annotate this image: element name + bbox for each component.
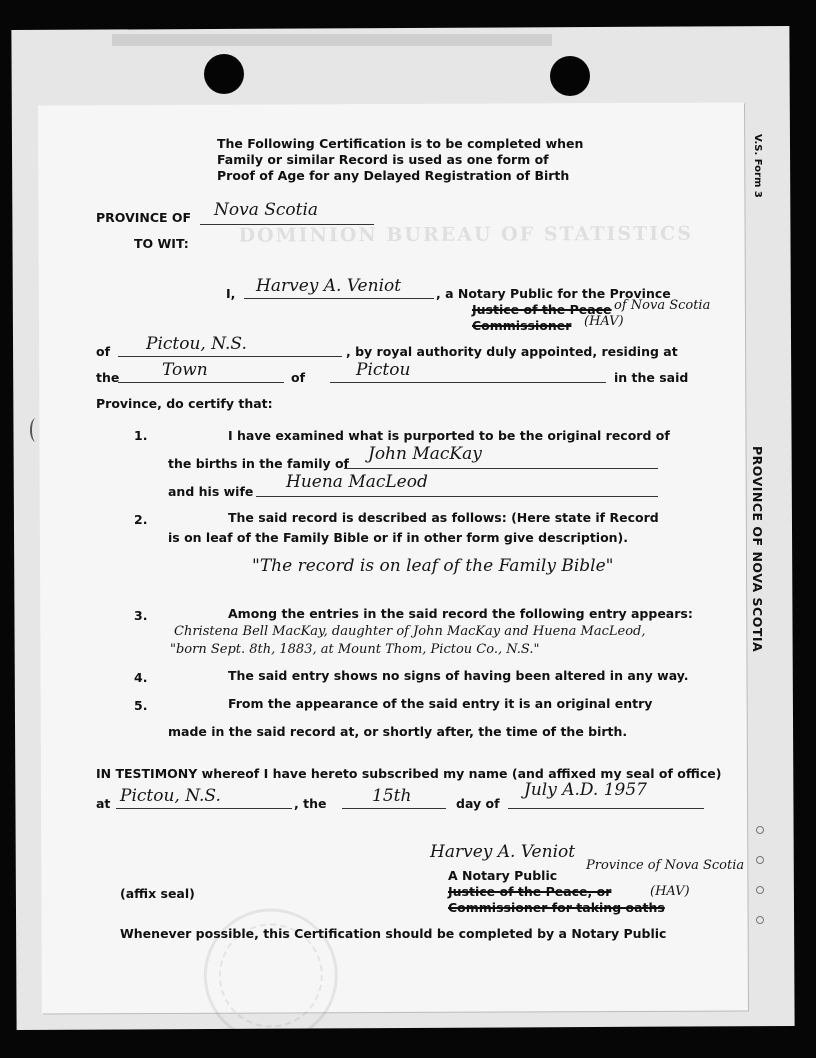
background-bureau-print: DOMINION BUREAU OF STATISTICS (238, 222, 693, 247)
item-1-text: I have examined what is purported to be the original record of (228, 428, 670, 443)
item-2-text-2: is on leaf of the Family Bible or if in other form give description). (168, 530, 629, 545)
wife-field-line (256, 496, 658, 497)
entry-line-2: "born Sept. 8th, 1883, at Mount Thom, Pictou Co., N.S." (170, 642, 540, 657)
of-label: of (96, 344, 111, 359)
of-label-2: of (291, 370, 306, 385)
justice-struck: Justice of the Peace, or (448, 884, 612, 899)
punch-hole (204, 54, 244, 94)
officer-initials: (HAV) (584, 314, 624, 329)
item-5-text-2: made in the said record at, or shortly after, the time of the birth. (168, 724, 628, 739)
day-of-label: day of (456, 796, 500, 811)
place-value: Pictou (356, 360, 411, 380)
margin-marks (756, 826, 770, 956)
item-4-number: 4. (134, 670, 148, 685)
day-field-line (342, 808, 446, 809)
header-line-3: Proof of Age for any Delayed Registration of Birth (217, 168, 570, 183)
header-line-2: Family or similar Record is used as one form of (217, 152, 549, 167)
commissioner-struck: Commissioner for taking oaths (448, 900, 665, 915)
at-label: at (96, 796, 111, 811)
the-date-label: , the (294, 796, 327, 811)
family-field-line (344, 468, 658, 469)
town-value: Town (162, 360, 208, 380)
in-said-text: in the said (614, 370, 689, 385)
item-5-number: 5. (134, 698, 148, 713)
entry-line-1: Christena Bell MacKay, daughter of John MacKay and Huena MacLeod, (174, 624, 646, 639)
of-value: Pictou, N.S. (146, 334, 247, 354)
punch-hole (550, 56, 590, 96)
header-line-1: The Following Certification is to be completed when (217, 136, 584, 151)
officer-name: Harvey A. Veniot (256, 276, 402, 296)
month-year-field-line (508, 808, 704, 809)
province-certify-text: Province, do certify that: (96, 396, 273, 411)
item-4-text: The said entry shows no signs of having been altered in any way. (228, 668, 689, 683)
footer-note: Whenever possible, this Certification should be completed by a Notary Public (120, 926, 667, 941)
births-label: the births in the family of (168, 456, 349, 471)
i-label: I, (226, 286, 236, 301)
to-wit-label: TO WIT: (134, 236, 189, 251)
province-field-line (200, 224, 374, 225)
item-1-number: 1. (134, 428, 148, 443)
royal-authority-text: , by royal authority duly appointed, residing at (346, 344, 678, 359)
notary-signature: Harvey A. Veniot (430, 842, 576, 862)
province-value: Nova Scotia (214, 200, 319, 220)
day-value: 15th (372, 786, 412, 806)
month-year-value: July A.D. 1957 (524, 780, 647, 800)
affix-seal-label: (affix seal) (120, 886, 195, 901)
item-5-text: From the appearance of the said entry it is an original entry (228, 696, 653, 711)
at-field-line (116, 808, 292, 809)
province-label: PROVINCE OF (96, 210, 192, 225)
officer-name-line (244, 298, 434, 299)
item-2-number: 2. (134, 512, 148, 527)
place-field-line (330, 382, 606, 383)
family-value: John MacKay (368, 444, 482, 464)
item-3-number: 3. (134, 608, 148, 623)
commissioner-role-struck: Commissioner (472, 318, 572, 333)
signature-province-handwritten: Province of Nova Scotia (586, 858, 745, 873)
signature-initials: (HAV) (650, 884, 690, 899)
of-field-line (118, 356, 342, 357)
wife-value: Huena MacLeod (286, 472, 428, 492)
the-label: the (96, 370, 120, 385)
notary-public-label: A Notary Public (448, 868, 558, 883)
testimony-text: IN TESTIMONY whereof I have hereto subscribed my name (and affixed my seal of office) (96, 766, 722, 781)
notary-role-text: , a Notary Public for the Province (436, 286, 671, 301)
side-province-title: PROVINCE OF NOVA SCOTIA (750, 446, 765, 653)
town-field-line (118, 382, 284, 383)
justice-role-struck: Justice of the Peace (472, 302, 612, 317)
item-2-text: The said record is described as follows: (Here state if Record (228, 510, 659, 525)
officer-province-handwritten: of Nova Scotia (614, 298, 711, 313)
item-3-text: Among the entries in the said record the following entry appears: (228, 606, 693, 621)
record-description-value: "The record is on leaf of the Family Bible" (252, 556, 614, 576)
form-code: V.S. Form 3 (752, 134, 763, 198)
wife-label: and his wife (168, 484, 254, 499)
at-value: Pictou, N.S. (120, 786, 221, 806)
back-sheet-strip (112, 34, 552, 46)
